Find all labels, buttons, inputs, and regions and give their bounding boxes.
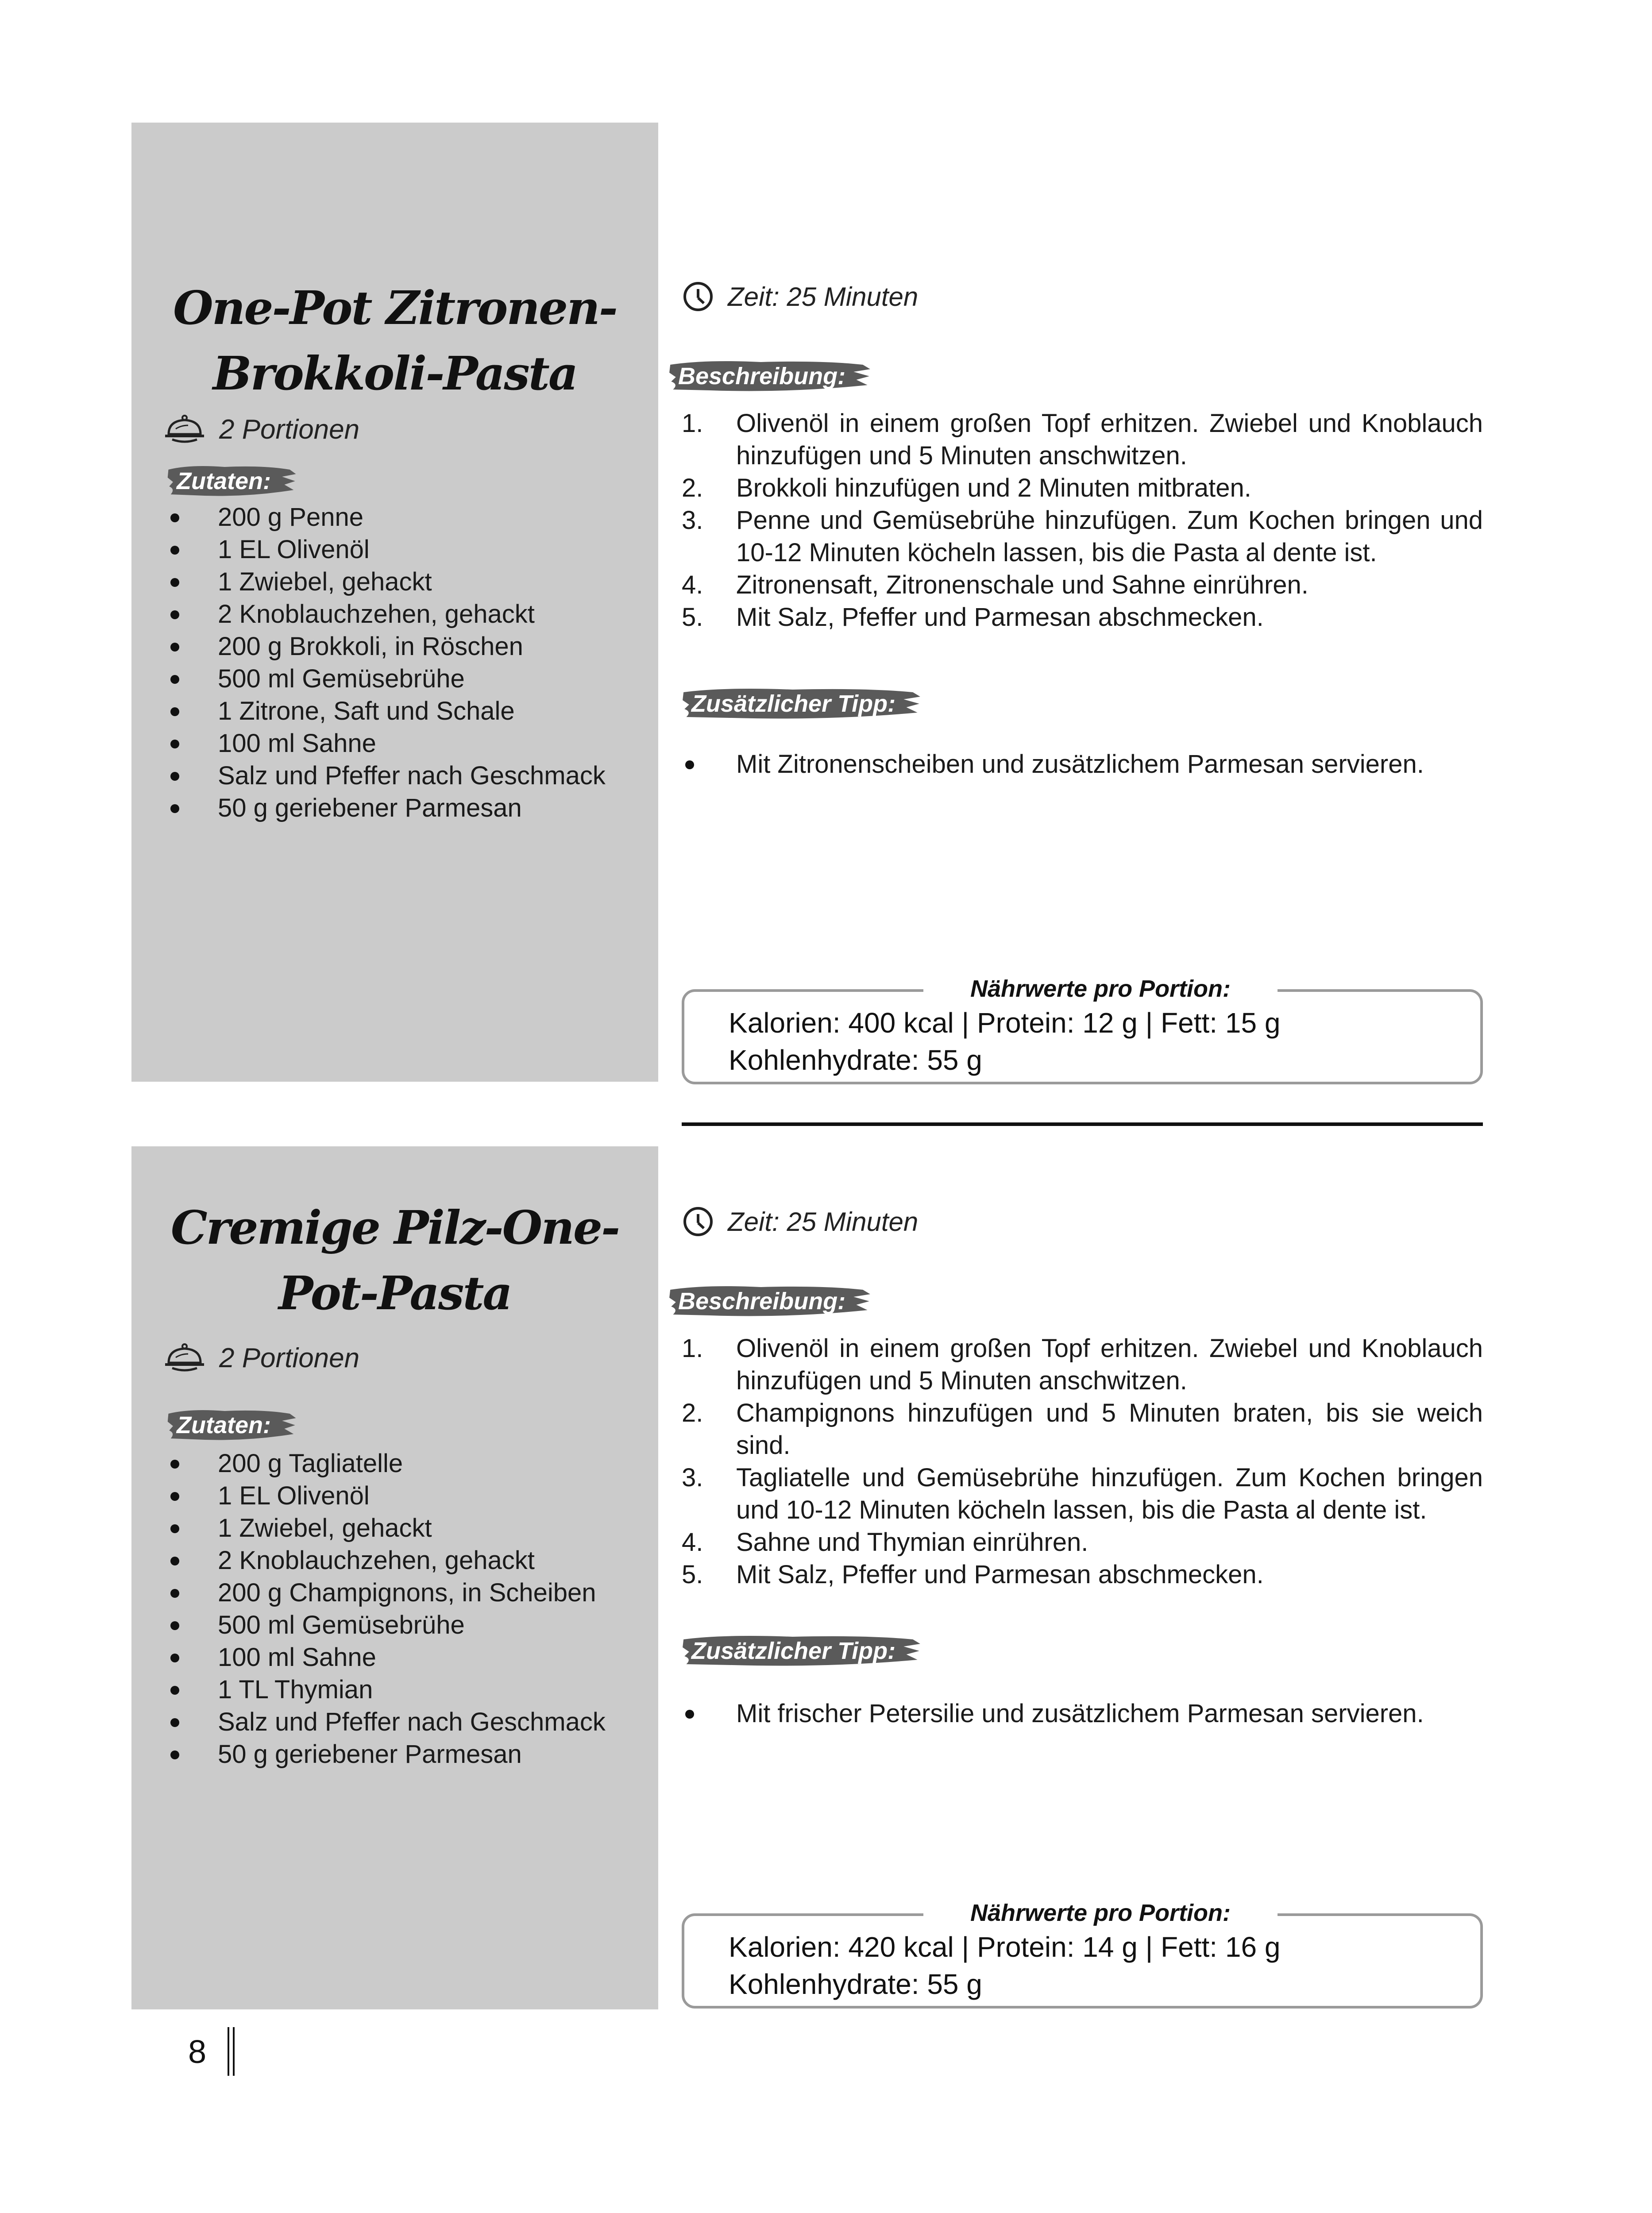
step-item: 3. Tagliatelle und Gemüsebrühe hinzufügen. Zum Kochen bringen und 10-12 Minuten köcheln lassen, bis die Pasta al dente ist.	[682, 1463, 1483, 1524]
list-item: Salz und Pfeffer nach Geschmack	[167, 760, 654, 792]
list-item: 500 ml Gemüsebrühe	[167, 1609, 654, 1641]
recipe-2-title-line-1: Cremige Pilz-One-	[170, 1200, 619, 1255]
recipe-1-tip-heading: Zusätzlicher Tipp:	[682, 686, 922, 721]
step-item: 4. Zitronensaft, Zitronenschale und Sahne einrühren.	[682, 571, 1308, 599]
nutrition-label: Nährwerte pro Portion:	[923, 1897, 1278, 1928]
recipe-1-description-heading: Beschreibung:	[668, 359, 872, 394]
list-item: 2 Knoblauchzehen, gehackt	[167, 598, 654, 630]
list-item: 1 Zitrone, Saft und Schale	[167, 695, 654, 727]
recipe-1-nutrition-box	[682, 975, 1483, 1084]
step-item: 5. Mit Salz, Pfeffer und Parmesan abschmecken.	[682, 1560, 1264, 1589]
list-item: Salz und Pfeffer nach Geschmack	[167, 1706, 654, 1738]
page-footer	[188, 2027, 235, 2076]
list-item: 50 g geriebener Parmesan	[167, 792, 654, 824]
recipe-2-title-line-2: Pot-Pasta	[278, 1266, 511, 1320]
recipe-2-portions	[163, 1336, 359, 1380]
step-item: 2. Champignons hinzufügen und 5 Minuten braten, bis sie weich sind.	[682, 1399, 1483, 1460]
recipe-2-description-heading: Beschreibung:	[668, 1284, 872, 1319]
recipe-2-tips	[682, 1697, 1483, 1730]
recipe-2-steps	[682, 1332, 1483, 1591]
recipe-2-nutrition-box	[682, 1900, 1483, 2009]
list-item: Mit Zitronenscheiben und zusätzlichem Parmesan servieren.	[682, 748, 1483, 780]
recipe-1-ingredients-heading: Zutaten:	[167, 463, 297, 499]
list-item: 1 EL Olivenöl	[167, 533, 654, 566]
list-item: 200 g Champignons, in Scheiben	[167, 1577, 654, 1609]
recipe-2-title	[131, 1195, 658, 1326]
list-item: 1 Zwiebel, gehackt	[167, 566, 654, 598]
list-item: 200 g Tagliatelle	[167, 1447, 654, 1480]
recipe-2-ingredient-list	[167, 1447, 654, 1770]
list-item: 500 ml Gemüsebrühe	[167, 663, 654, 695]
recipe-2-sidebar	[131, 1146, 658, 2009]
list-item: 50 g geriebener Parmesan	[167, 1738, 654, 1770]
step-item: 5. Mit Salz, Pfeffer und Parmesan abschmecken.	[682, 603, 1264, 632]
recipe-1-time	[682, 274, 918, 319]
nutrition-values: Kalorien: 420 kcal | Protein: 14 g | Fett: 16 g Kohlenhydrate: 55 g	[729, 1931, 1281, 2000]
list-item: Mit frischer Petersilie und zusätzlichem Parmesan servieren.	[682, 1697, 1483, 1730]
recipe-2-ingredients-heading: Zutaten:	[167, 1407, 297, 1443]
nutrition-values: Kalorien: 400 kcal | Protein: 12 g | Fett: 15 g Kohlenhydrate: 55 g	[729, 1007, 1281, 1076]
recipe-2-time	[682, 1199, 918, 1244]
list-item: 100 ml Sahne	[167, 1641, 654, 1673]
recipe-1-tips	[682, 748, 1483, 780]
serving-cloche-icon	[163, 414, 206, 445]
recipe-divider	[682, 1122, 1483, 1126]
page-number: 8	[188, 2033, 207, 2070]
recipe-1-title-line-2: Brokkoli-Pasta	[212, 346, 577, 401]
page-number-bar	[228, 2027, 235, 2076]
nutrition-label: Nährwerte pro Portion:	[923, 973, 1278, 1004]
list-item: 100 ml Sahne	[167, 727, 654, 760]
recipe-1-title	[131, 275, 658, 406]
list-item: 1 TL Thymian	[167, 1673, 654, 1706]
recipe-2-tip-heading: Zusätzlicher Tipp:	[682, 1633, 922, 1669]
serving-cloche-icon	[163, 1342, 206, 1373]
recipe-1-ingredient-list	[167, 501, 654, 824]
step-item: 2. Brokkoli hinzufügen und 2 Minuten mitbraten.	[682, 474, 1251, 502]
step-item: 4. Sahne und Thymian einrühren.	[682, 1528, 1088, 1557]
step-item: 1. Olivenöl in einem großen Topf erhitzen. Zwiebel und Knoblauch hinzufügen und 5 Minuten anschwitzen.	[682, 1334, 1483, 1395]
list-item: 200 g Brokkoli, in Röschen	[167, 630, 654, 663]
list-item: 1 EL Olivenöl	[167, 1480, 654, 1512]
list-item: 2 Knoblauchzehen, gehackt	[167, 1544, 654, 1577]
recipe-1-title-line-1: One-Pot Zitronen-	[173, 281, 617, 335]
clock-icon	[682, 280, 714, 313]
recipe-1-portions	[163, 407, 359, 451]
step-item: 3. Penne und Gemüsebrühe hinzufügen. Zum Kochen bringen und 10-12 Minuten köcheln lassen, bis die Pasta al dente ist.	[682, 506, 1483, 567]
step-item: 1. Olivenöl in einem großen Topf erhitzen. Zwiebel und Knoblauch hinzufügen und 5 Minuten anschwitzen.	[682, 409, 1483, 470]
recipe-1-portions-label: 2 Portionen	[219, 414, 360, 445]
list-item: 1 Zwiebel, gehackt	[167, 1512, 654, 1544]
recipe-1-steps	[682, 407, 1483, 633]
recipe-1-time-label: Zeit: 25 Minuten	[728, 281, 919, 312]
recipe-1-sidebar	[131, 123, 658, 1082]
list-item: 200 g Penne	[167, 501, 654, 533]
recipe-2-time-label: Zeit: 25 Minuten	[728, 1207, 919, 1237]
recipe-2-portions-label: 2 Portionen	[219, 1342, 360, 1373]
clock-icon	[682, 1205, 714, 1238]
